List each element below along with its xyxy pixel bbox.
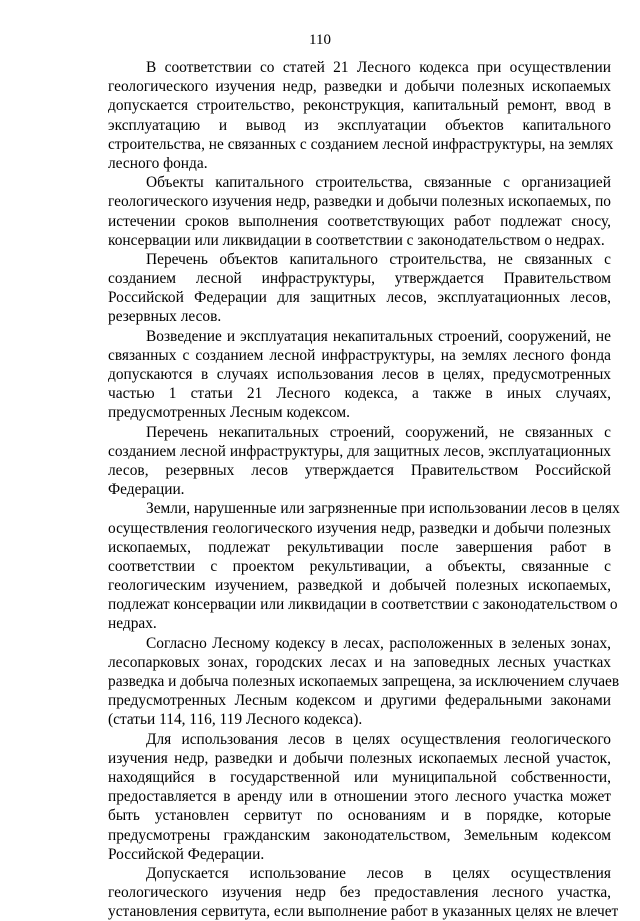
- text-line: геологическим изучением, разведкой и добычей полезных ископаемых,: [108, 577, 611, 595]
- text-line: В соответствии со статей 21 Лесного кодекса при осуществлении: [146, 59, 611, 76]
- text-line: лесного фонда.: [108, 154, 208, 172]
- text-line: (статьи 114, 116, 119 Лесного кодекса).: [108, 711, 363, 729]
- text-line: лесов, резервных лесов утверждается Правительством Российской: [108, 461, 611, 479]
- text-line: Допускается использование лесов в целях осуществления: [146, 864, 611, 882]
- paragraph: [108, 864, 619, 921]
- text-line: недрах.: [108, 615, 157, 633]
- text-line: быть установлен сервитут по основаниям и в порядке, которые: [108, 807, 611, 825]
- text-line: консервации или ликвидации в соответствии с законодательством о недрах.: [108, 231, 605, 249]
- document-body: [108, 58, 620, 921]
- text-line: эксплуатацию и вывод из эксплуатации объектов капитального: [108, 116, 611, 134]
- text-line: допускаются в случаях использования лесов в целях, предусмотренных: [108, 366, 611, 383]
- text-line: геологического изучения недр, разведки и добычи полезных ископаемых: [108, 78, 611, 96]
- text-line: ископаемых, подлежат рекультивации после завершения работ в: [108, 538, 611, 556]
- text-line: Перечень объектов капитального строительства, не связанных с: [146, 250, 611, 268]
- text-line: установления сервитута, если выполнение работ в указанных целях не влечет: [108, 903, 619, 921]
- text-line: соответствии с проектом рекультивации, а объекты, связанные с: [108, 557, 611, 575]
- text-line: предусмотренных Лесным кодексом.: [108, 404, 351, 422]
- text-line: частью 1 статьи 21 Лесного кодекса, а также в иных случаях,: [108, 385, 611, 403]
- text-line: предоставляется в аренду или в отношении этого лесного участка может: [108, 788, 611, 806]
- text-line: Российской Федерации для защитных лесов, эксплуатационных лесов,: [108, 289, 611, 307]
- text-line: изучения недр, разведки и добычи полезных ископаемых лесной участок,: [108, 749, 611, 767]
- page-number: 110: [309, 32, 331, 48]
- text-line: Земли, нарушенные или загрязненные при использовании лесов в целях: [146, 500, 620, 518]
- paragraph: [108, 250, 611, 327]
- text-line: связанных с созданием лесной инфраструктуры, на землях лесного фонда: [108, 346, 611, 364]
- text-line: истечении сроков выполнения соответствующих работ подлежат сносу,: [108, 212, 611, 230]
- paragraph: [108, 634, 620, 730]
- text-line: предусмотренных Лесным кодексом и другими федеральными законами: [108, 692, 611, 710]
- text-line: лесопарковых зонах, городских лесах и на заповедных лесных участках: [108, 653, 611, 671]
- text-line: допускается строительство, реконструкция, капитальный ремонт, ввод в: [108, 97, 611, 115]
- text-line: Российской Федерации.: [108, 845, 265, 863]
- text-line: Для использования лесов в целях осуществления геологического: [146, 730, 611, 748]
- text-line: осуществления геологического изучения недр, разведки и добычи полезных: [108, 519, 611, 537]
- paragraph: [108, 730, 611, 864]
- text-line: Объекты капитального строительства, связанные с организацией: [146, 174, 611, 192]
- text-line: Перечень некапитальных строений, сооружений, не связанных с: [146, 423, 611, 441]
- text-line: геологического изучения недр без предоставления лесного участка,: [108, 884, 611, 902]
- text-line: Федерации.: [108, 481, 185, 499]
- paragraph: [108, 499, 620, 633]
- text-line: подлежат консервации или ликвидации в соответствии с законодательством о: [108, 596, 618, 614]
- paragraph: [108, 423, 611, 500]
- text-line: резервных лесов.: [108, 308, 222, 326]
- text-line: предусмотрены гражданским законодательством, Земельным кодексом: [108, 826, 611, 844]
- text-line: разведка и добыча полезных ископаемых запрещена, за исключением случаев: [108, 673, 620, 690]
- text-line: находящийся в государственной или муниципальной собственности,: [108, 768, 611, 786]
- text-line: созданием лесной инфраструктуры, утверждается Правительством: [108, 270, 611, 288]
- text-line: геологического изучения недр, разведки и добычи полезных ископаемых, по: [108, 193, 611, 211]
- paragraph: [108, 58, 614, 173]
- text-line: созданием лесной инфраструктуры, для защитных лесов, эксплуатационных: [108, 442, 611, 460]
- paragraph: [108, 173, 611, 250]
- paragraph: [108, 327, 611, 423]
- text-line: Возведение и эксплуатация некапитальных строений, сооружений, не: [146, 327, 611, 345]
- text-line: строительства, не связанных с созданием лесной инфраструктуры, на землях: [108, 135, 614, 153]
- text-line: Согласно Лесному кодексу в лесах, расположенных в зеленых зонах,: [146, 634, 611, 652]
